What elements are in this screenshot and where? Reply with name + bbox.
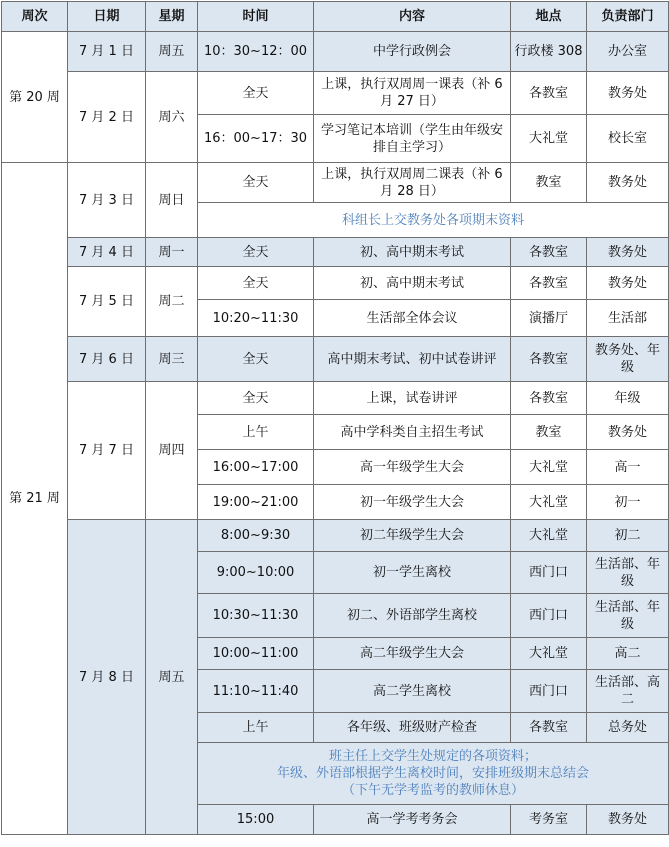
- note-cell: 科组长上交教务处各项期末资料: [198, 203, 669, 238]
- time-cell: 全天: [198, 72, 314, 115]
- weekday-cell: 周二: [146, 267, 198, 337]
- content-cell: 高一学考考务会: [314, 805, 511, 835]
- content-cell: 高中期末考试、初中试卷讲评: [314, 337, 511, 382]
- location-cell: 教室: [511, 163, 587, 203]
- weekday-cell: 周一: [146, 238, 198, 267]
- location-cell: 考务室: [511, 805, 587, 835]
- note-line: 年级、外语部根据学生离校时间，安排班级期末总结会: [276, 766, 589, 781]
- time-cell: 16:00~17:00: [198, 450, 314, 485]
- location-cell: 西门口: [511, 670, 587, 713]
- location-cell: 西门口: [511, 552, 587, 594]
- weekday-cell: 周三: [146, 337, 198, 382]
- note-line: 班主任上交学生处规定的各项资料；: [328, 749, 537, 764]
- header-location: 地点: [511, 2, 587, 32]
- dept-cell: 高二: [587, 638, 669, 670]
- content-cell: 初一年级学生大会: [314, 485, 511, 520]
- time-cell: 上午: [198, 713, 314, 743]
- location-cell: 大礼堂: [511, 485, 587, 520]
- header-date: 日期: [68, 2, 146, 32]
- date-cell: 7 月 1 日: [68, 32, 146, 72]
- dept-cell: 年级: [587, 382, 669, 415]
- header-content: 内容: [314, 2, 511, 32]
- location-cell: 各教室: [511, 337, 587, 382]
- content-cell: 初一学生离校: [314, 552, 511, 594]
- content-cell: 生活部全体会议: [314, 300, 511, 337]
- time-cell: 上午: [198, 415, 314, 450]
- content-cell: 初二年级学生大会: [314, 520, 511, 552]
- date-cell: 7 月 4 日: [68, 238, 146, 267]
- location-cell: 大礼堂: [511, 115, 587, 163]
- dept-cell: 总务处: [587, 713, 669, 743]
- dept-cell: 高一: [587, 450, 669, 485]
- dept-cell: 教务处: [587, 267, 669, 300]
- dept-cell: 教务处: [587, 805, 669, 835]
- location-cell: 大礼堂: [511, 450, 587, 485]
- location-cell: 各教室: [511, 238, 587, 267]
- header-week: 周次: [2, 2, 68, 32]
- table-row: [2, 238, 669, 267]
- table-row: [2, 163, 669, 203]
- table-row: [2, 72, 669, 115]
- location-cell: 大礼堂: [511, 638, 587, 670]
- week-cell: 第 21 周: [2, 163, 68, 835]
- header-dept: 负责部门: [587, 2, 669, 32]
- weekday-cell: 周四: [146, 382, 198, 520]
- dept-cell: 生活部、年级: [587, 552, 669, 594]
- weekday-cell: 周六: [146, 72, 198, 163]
- content-cell: 各年级、班级财产检查: [314, 713, 511, 743]
- content-cell: 上课，执行双周周一课表（补 6 月 27 日）: [314, 72, 511, 115]
- time-cell: 10:20~11:30: [198, 300, 314, 337]
- dept-cell: 校长室: [587, 115, 669, 163]
- dept-cell: 生活部: [587, 300, 669, 337]
- date-cell: 7 月 6 日: [68, 337, 146, 382]
- content-cell: 高中学科类自主招生考试: [314, 415, 511, 450]
- content-cell: 初、高中期末考试: [314, 238, 511, 267]
- table-row: [2, 337, 669, 382]
- content-cell: 初二、外语部学生离校: [314, 594, 511, 638]
- location-cell: 各教室: [511, 267, 587, 300]
- dept-cell: 教务处: [587, 415, 669, 450]
- header-row: [2, 2, 669, 32]
- dept-cell: 初二: [587, 520, 669, 552]
- time-cell: 全天: [198, 382, 314, 415]
- weekday-cell: 周五: [146, 520, 198, 835]
- date-cell: 7 月 5 日: [68, 267, 146, 337]
- content-cell: 高一年级学生大会: [314, 450, 511, 485]
- dept-cell: 教务处: [587, 238, 669, 267]
- time-cell: 全天: [198, 267, 314, 300]
- note-line: （下午无学考监考的教师休息）: [341, 783, 524, 798]
- dept-cell: 办公室: [587, 32, 669, 72]
- dept-cell: 生活部、年级: [587, 594, 669, 638]
- date-cell: 7 月 3 日: [68, 163, 146, 238]
- header-weekday: 星期: [146, 2, 198, 32]
- time-cell: 9:00~10:00: [198, 552, 314, 594]
- time-cell: 15:00: [198, 805, 314, 835]
- time-cell: 10:30~11:30: [198, 594, 314, 638]
- time-cell: 全天: [198, 337, 314, 382]
- header-time: 时间: [198, 2, 314, 32]
- location-cell: 各教室: [511, 713, 587, 743]
- date-cell: 7 月 8 日: [68, 520, 146, 835]
- time-cell: 16：00~17：30: [198, 115, 314, 163]
- dept-cell: 教务处、年级: [587, 337, 669, 382]
- content-cell: 高二学生离校: [314, 670, 511, 713]
- location-cell: 演播厅: [511, 300, 587, 337]
- time-cell: 10:00~11:00: [198, 638, 314, 670]
- date-cell: 7 月 2 日: [68, 72, 146, 163]
- table-row: [2, 32, 669, 72]
- week-cell: 第 20 周: [2, 32, 68, 163]
- content-cell: 学习笔记本培训（学生由年级安排自主学习）: [314, 115, 511, 163]
- content-cell: 上课，试卷讲评: [314, 382, 511, 415]
- time-cell: 19:00~21:00: [198, 485, 314, 520]
- time-cell: 全天: [198, 163, 314, 203]
- weekday-cell: 周五: [146, 32, 198, 72]
- time-cell: 8:00~9:30: [198, 520, 314, 552]
- location-cell: 大礼堂: [511, 520, 587, 552]
- dept-cell: 生活部、高二: [587, 670, 669, 713]
- table-row: [2, 382, 669, 415]
- time-cell: 10：30~12：00: [198, 32, 314, 72]
- content-cell: 高二年级学生大会: [314, 638, 511, 670]
- note-cell: [198, 743, 669, 805]
- schedule-table: [1, 1, 669, 835]
- location-cell: 西门口: [511, 594, 587, 638]
- table-row: [2, 267, 669, 300]
- time-cell: 全天: [198, 238, 314, 267]
- content-cell: 初、高中期末考试: [314, 267, 511, 300]
- content-cell: 中学行政例会: [314, 32, 511, 72]
- location-cell: 教室: [511, 415, 587, 450]
- table-row: [2, 520, 669, 552]
- date-cell: 7 月 7 日: [68, 382, 146, 520]
- dept-cell: 初一: [587, 485, 669, 520]
- content-cell: 上课，执行双周周二课表（补 6 月 28 日）: [314, 163, 511, 203]
- location-cell: 各教室: [511, 382, 587, 415]
- dept-cell: 教务处: [587, 72, 669, 115]
- location-cell: 行政楼 308: [511, 32, 587, 72]
- weekday-cell: 周日: [146, 163, 198, 238]
- dept-cell: 教务处: [587, 163, 669, 203]
- time-cell: 11:10~11:40: [198, 670, 314, 713]
- location-cell: 各教室: [511, 72, 587, 115]
